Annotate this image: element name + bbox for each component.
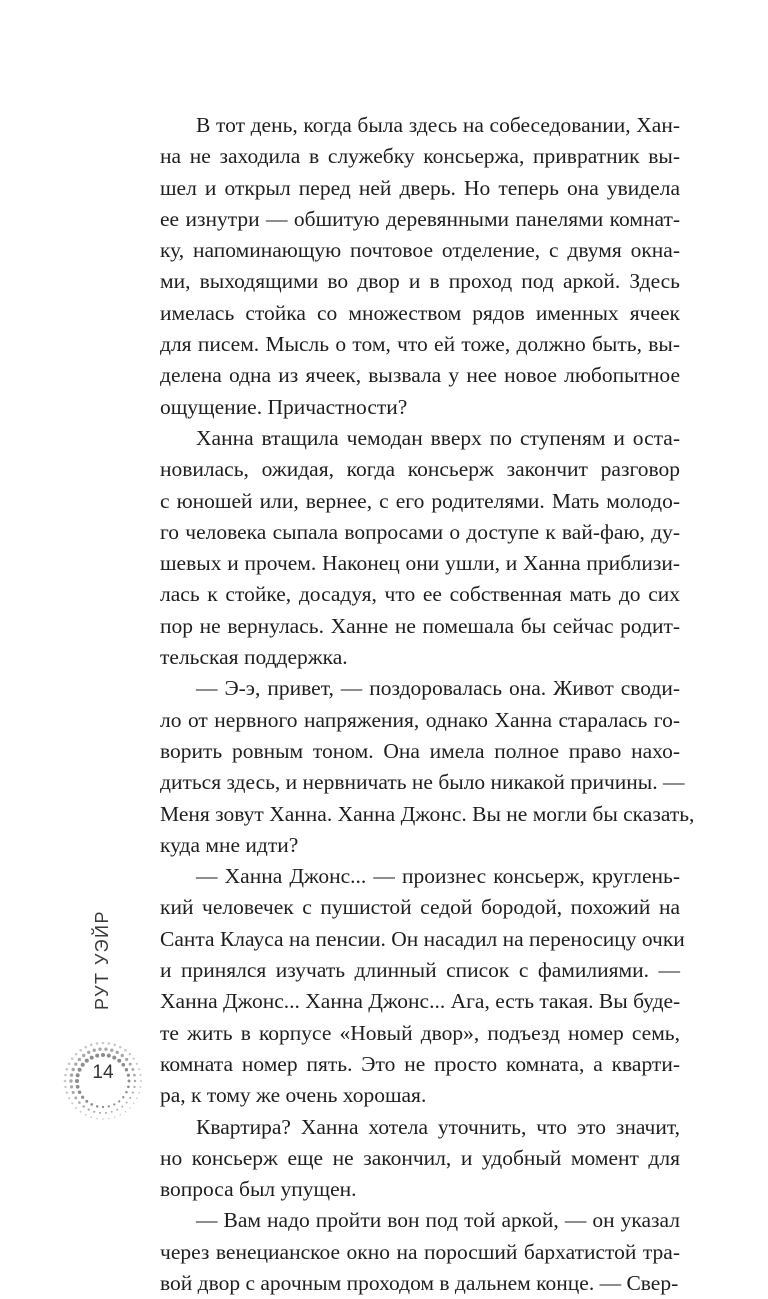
text-line: но консьерж еще не закончил, и удобный момент для: [160, 1145, 680, 1170]
ornament-dot: [90, 1044, 93, 1047]
ornament-dot: [126, 1102, 128, 1104]
ornament-dot: [102, 1118, 104, 1120]
text-line: Квартира? Ханна хотела уточнить, что это значит,: [196, 1114, 680, 1139]
text-line: Ханна втащила чемодан вверх по ступеням и оста-: [196, 425, 680, 450]
ornament-dot: [133, 1057, 135, 1059]
text-line: шел и открыл перед ней дверь. Но теперь она увидела: [160, 175, 680, 200]
paragraph: [160, 423, 680, 673]
ornament-dot: [122, 1096, 124, 1098]
ornament-dot: [66, 1092, 68, 1094]
running-head-author: РУТ УЭЙР: [92, 910, 112, 1010]
text-line: вой двор с арочным проходом в дальнем конце. — Свер-: [160, 1270, 679, 1295]
ornament-dot: [64, 1086, 66, 1088]
text-line: В тот день, когда была здесь на собеседовании, Хан-: [196, 113, 680, 137]
paragraph: [160, 1205, 680, 1299]
text-line: — Ханна Джонс... — произнес консьерж, круглень-: [196, 864, 680, 889]
ornament-dot: [114, 1116, 115, 1117]
ornament-dot: [108, 1118, 109, 1119]
text-line: кий человечек с пушистой седой бородой, похожий на: [160, 895, 680, 920]
paragraph: [160, 110, 680, 423]
ornament-dot: [78, 1101, 81, 1104]
ornament-dot: [121, 1054, 124, 1057]
ornament-dot: [85, 1114, 87, 1116]
ornament-dot: [75, 1053, 78, 1056]
text-line: имелась стойка со множеством рядов именных ячеек: [160, 300, 680, 325]
ornament-dot: [72, 1091, 75, 1094]
ornament-dot: [138, 1092, 140, 1094]
ornament-dot: [120, 1114, 121, 1115]
ornament-dot: [118, 1100, 120, 1102]
ornament-dot: [82, 1105, 84, 1107]
text-line: ворить ровным тоном. Она имела полное право нахо-: [160, 738, 680, 763]
ornament-dot: [113, 1103, 115, 1105]
ornament-dot: [136, 1097, 138, 1099]
ornament-dot: [68, 1097, 70, 1099]
ornament-dot: [125, 1091, 127, 1093]
text-line: ощущение. Причастности?: [160, 394, 408, 419]
ornament-dot: [108, 1105, 110, 1107]
ornament-dot: [79, 1049, 82, 1052]
text-line: куда мне идти?: [160, 832, 299, 857]
ornament-dot: [80, 1111, 82, 1113]
ornament-dot: [101, 1053, 105, 1057]
paragraph: [160, 861, 685, 1111]
ornament-dot: [140, 1086, 142, 1088]
ornament-dot: [133, 1103, 135, 1105]
ornament-dot: [104, 1047, 107, 1050]
ornament-dot: [121, 1106, 123, 1108]
text-line: через венецианское окно на поросший бархатистой тра-: [160, 1239, 680, 1264]
ornament-dot: [78, 1091, 81, 1094]
ornament-dot: [96, 1118, 98, 1120]
ornament-dot: [98, 1047, 101, 1050]
ornament-dot: [82, 1054, 85, 1057]
text-line: для писем. Мысль о том, что ей тоже, должно быть, вы-: [160, 332, 680, 357]
paragraph: [160, 1112, 680, 1206]
ornament-dot: [93, 1111, 95, 1113]
text-line: те жить в корпусе «Новый двор», подъезд номер семь,: [160, 1020, 680, 1045]
ornament-dot: [90, 1103, 93, 1106]
ornament-dot: [78, 1058, 81, 1061]
ornament-dot: [127, 1085, 130, 1088]
text-line: ло от нервного напряжения, однако Ханна старалась го-: [160, 707, 680, 732]
ornament-dot: [90, 1056, 94, 1060]
ornament-dot: [129, 1053, 132, 1056]
ornament-dot: [113, 1044, 116, 1047]
ornament-dot: [75, 1107, 77, 1109]
ornament-dot: [108, 1042, 111, 1045]
text-line: комната номер пять. Это не просто комната, а кварти-: [160, 1051, 680, 1076]
ornament-dot: [112, 1056, 116, 1060]
ornament-dot: [85, 1100, 88, 1103]
text-line: тельская поддержка.: [160, 645, 348, 670]
text-line: новилась, ожидая, когда консьерж закончит разговор: [160, 457, 680, 482]
ornament-dot: [93, 1049, 96, 1052]
text-line: делена одна из ячеек, вызвала у нее новое любопытное: [160, 363, 680, 388]
ornament-dot: [105, 1112, 107, 1114]
ornament-dot: [102, 1042, 105, 1045]
text-line: пор не вернулась. Ханне не помешала бы сейчас родит-: [160, 613, 680, 638]
page-number: 14: [92, 1062, 114, 1083]
ornament-dot: [95, 1054, 99, 1058]
ornament-dot: [133, 1086, 135, 1088]
ornament-dot: [70, 1085, 73, 1088]
ornament-dot: [81, 1096, 84, 1099]
ornament-dot: [111, 1111, 113, 1113]
ornament-dot: [125, 1058, 128, 1061]
text-line: — Вам надо пройти вон под той аркой, — он указал: [196, 1208, 680, 1233]
text-line: Ханна Джонс... Ханна Джонс... Ага, есть такая. Вы буде-: [160, 989, 681, 1014]
text-line: с юношей или, вернее, с его родителями. Мать молодо-: [160, 488, 680, 513]
ornament-dot: [129, 1097, 131, 1099]
text-line: ку, напоминающую почтовое отделение, с двумя окна-: [160, 238, 680, 263]
text-line: шевых и прочем. Наконец они ушли, и Ханна приблизи-: [160, 551, 680, 576]
ornament-dot: [74, 1096, 77, 1099]
ornament-dot: [116, 1109, 118, 1111]
ornament-dot: [124, 1049, 127, 1052]
ornament-dot: [84, 1046, 87, 1049]
ornament-dot: [107, 1054, 111, 1058]
text-line: вопроса был упущен.: [160, 1177, 357, 1202]
text-line: Санта Клауса на пенсии. Он насадил на переносицу очки: [160, 926, 685, 951]
text-line: и принялся изучать длинный список с фамилиями. —: [160, 958, 680, 983]
ornament-dot: [99, 1112, 101, 1114]
ornament-dot: [119, 1046, 122, 1049]
paragraph: [160, 673, 695, 861]
ornament-dot: [129, 1107, 130, 1108]
page-body-text: [160, 110, 695, 1299]
ornament-dot: [71, 1102, 73, 1104]
text-line: Меня зовут Ханна. Ханна Джонс. Вы не могли бы сказать,: [160, 801, 695, 826]
ornament-dot: [110, 1049, 113, 1052]
page-folio: [58, 1036, 148, 1126]
ornament-dot: [76, 1085, 80, 1089]
text-line: — Э-э, привет, — поздоровалась она. Живот своди-: [196, 676, 680, 701]
ornament-dot: [96, 1105, 99, 1108]
text-line: ми, выходящими во двор и в проход под аркой. Здесь: [160, 269, 680, 294]
ornament-dot: [102, 1106, 104, 1108]
ornament-dot: [90, 1116, 92, 1118]
ornament-dot: [132, 1091, 134, 1093]
text-line: го человека сыпала вопросами о доступе к вай-фаю, ду-: [160, 519, 680, 544]
ornament-dot: [88, 1109, 90, 1111]
text-line: ра, к тому же очень хорошая.: [160, 1083, 427, 1108]
text-line: диться здесь, и нервничать не было никакой причины. —: [160, 770, 685, 795]
ornament-dot: [96, 1042, 99, 1045]
ornament-dot: [71, 1057, 74, 1060]
ornament-dot: [87, 1051, 90, 1054]
text-line: на не заходила в служебку консьержа, привратник вы-: [160, 144, 680, 169]
text-line: ее изнутри — обшитую деревянными панелями комнат-: [160, 206, 680, 231]
ornament-dot: [116, 1051, 119, 1054]
ornament-dot: [125, 1111, 126, 1112]
text-line: лась к стойке, досадуя, что ее собственная мать до сих: [160, 582, 680, 607]
